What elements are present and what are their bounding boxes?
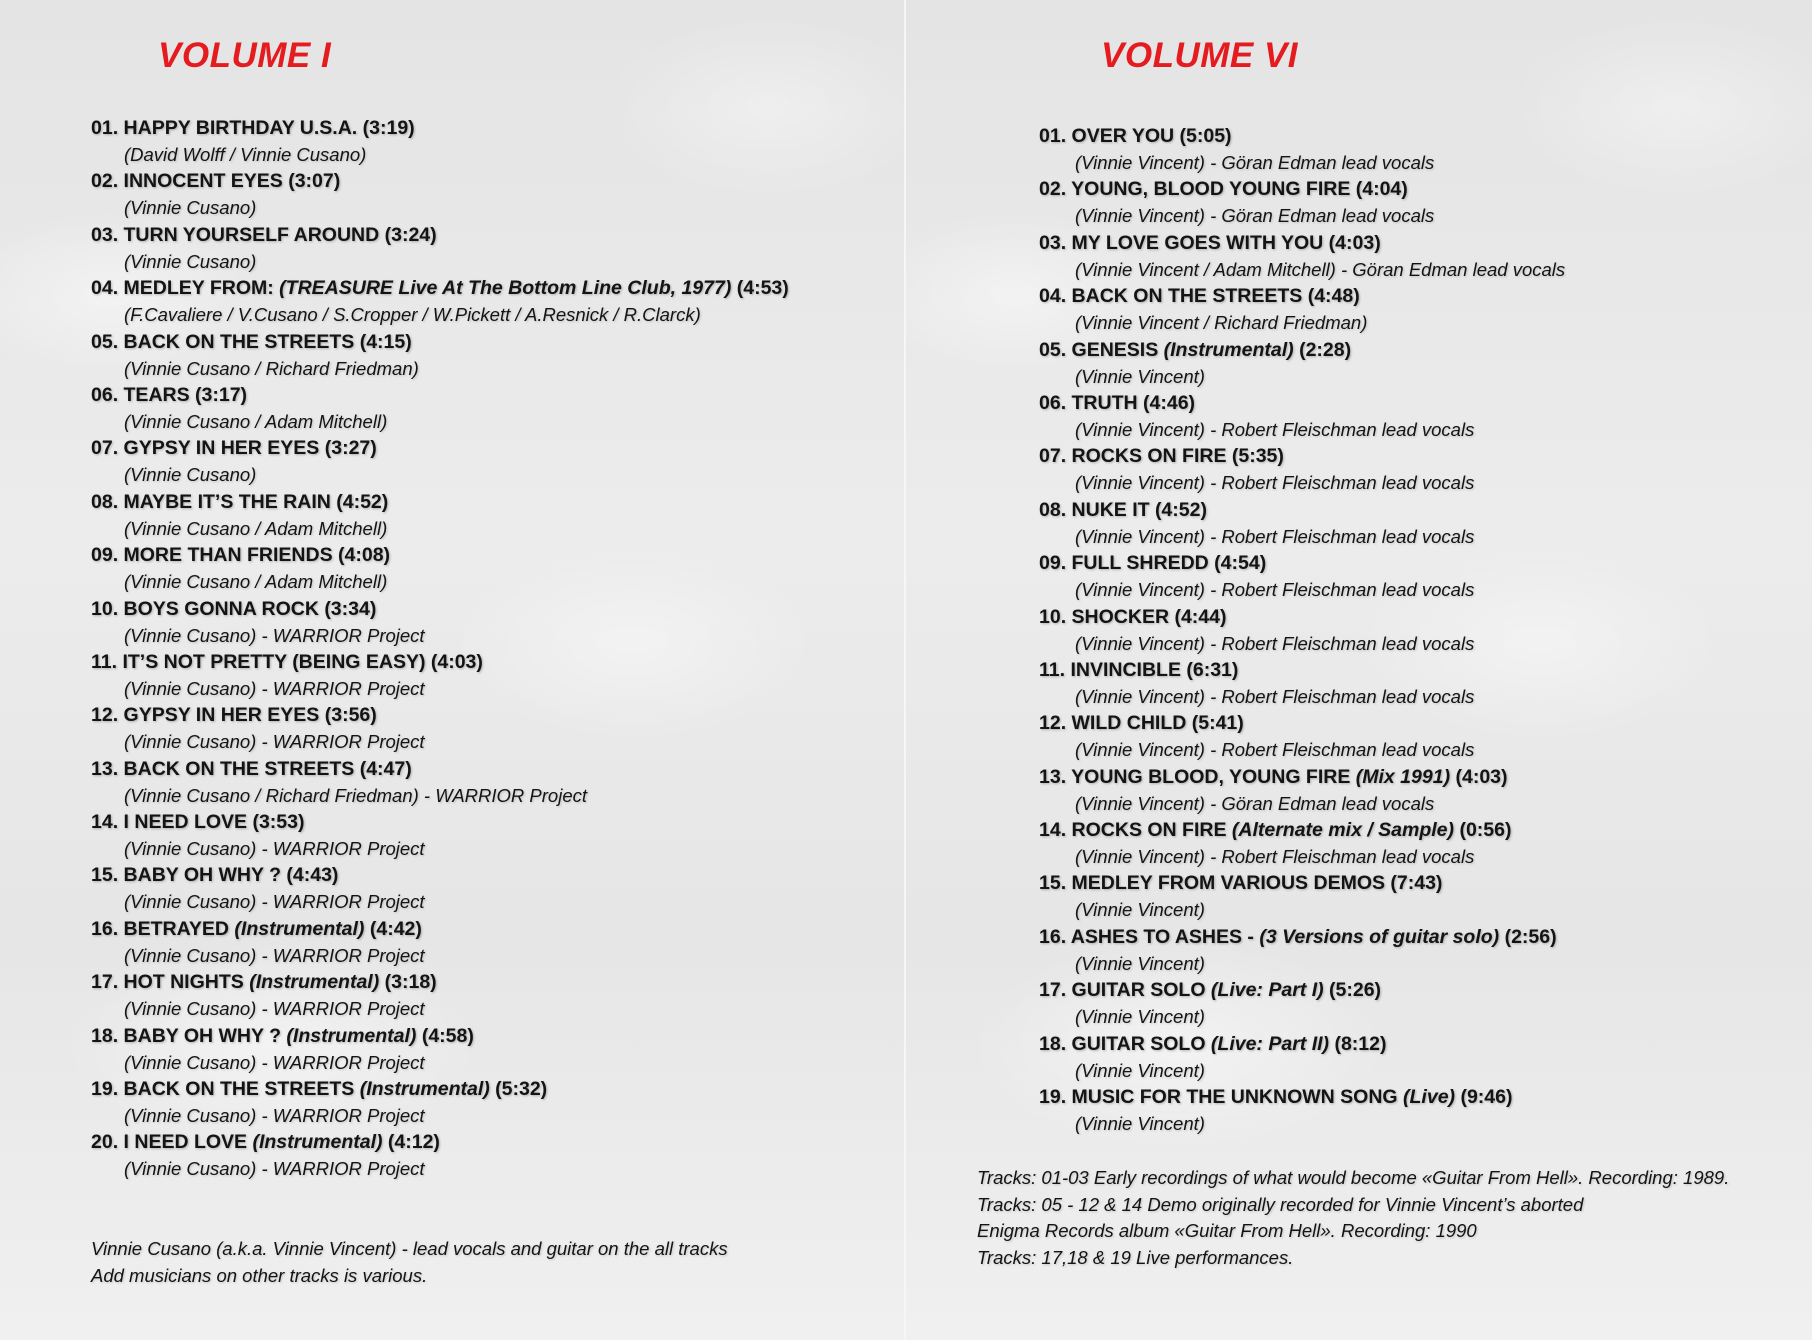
track-title-main: 14. ROCKS ON FIRE [1039, 819, 1232, 842]
track-title: 01. HAPPY BIRTHDAY U.S.A. (3:19) [91, 117, 415, 139]
note-line: Vinnie Cusano (a.k.a. Vinnie Vincent) - lead vocals and guitar on the all tracks [91, 1238, 728, 1259]
track-duration: (4:53) [731, 277, 789, 300]
track-title: 15. MEDLEY FROM VARIOUS DEMOS (7:43) [1039, 872, 1443, 895]
track-title: 04. BACK ON THE STREETS (4:48) [1039, 285, 1360, 308]
track-title-note: (Live) [1403, 1086, 1456, 1109]
track-title [91, 969, 789, 996]
track-title [91, 1129, 789, 1156]
track-title-note: (3 Versions of guitar solo) [1259, 925, 1500, 948]
track-item [91, 168, 789, 221]
track-title-main: 18. BABY OH WHY ? [91, 1024, 287, 1047]
track-item [91, 542, 789, 595]
track-title-main: 04. MEDLEY FROM: [91, 277, 280, 300]
track-credit: (Vinnie Vincent) [1075, 365, 1205, 387]
track-credit: (Vinnie Vincent) - Robert Fleischman lead vocals [1075, 846, 1475, 868]
track-title-note: (Instrumental) [286, 1024, 417, 1047]
track-credit: (Vinnie Vincent) - Robert Fleischman lead vocals [1075, 579, 1475, 601]
track-credit: (Vinnie Vincent) - Göran Edman lead vocals [1075, 792, 1435, 814]
track-duration: (0:56) [1454, 819, 1512, 842]
track-item [91, 275, 789, 328]
track-credit: (Vinnie Vincent) - Robert Fleischman lead vocals [1075, 418, 1475, 440]
track-title [91, 916, 789, 943]
track-title: 06. TRUTH (4:46) [1039, 391, 1196, 414]
track-item [91, 435, 789, 488]
volume-left-panel [0, 0, 904, 1340]
track-duration: (4:03) [1450, 765, 1508, 788]
volume-right-panel [906, 0, 1812, 1340]
track-credit: (Vinnie Cusano) - WARRIOR Project [124, 1105, 425, 1127]
note-line: Add musicians on other tracks is various. [91, 1264, 428, 1286]
track-title: 08. MAYBE IT’S THE RAIN (4:52) [91, 490, 389, 513]
volume-left-tracklist [91, 115, 789, 1183]
track-item [1039, 230, 1565, 283]
track-item [91, 222, 789, 275]
track-title [1039, 977, 1565, 1004]
track-title: 10. BOYS GONNA ROCK (3:34) [91, 597, 377, 620]
track-credit: (Vinnie Vincent) - Robert Fleischman lead vocals [1075, 525, 1475, 547]
track-item [91, 596, 789, 649]
track-item [91, 329, 789, 382]
track-item [1039, 1031, 1565, 1084]
track-credit: (Vinnie Vincent / Richard Friedman) [1075, 312, 1368, 334]
track-title [91, 1076, 789, 1103]
track-item [1039, 283, 1565, 336]
track-title: 01. OVER YOU (5:05) [1039, 125, 1232, 147]
track-duration: (5:26) [1323, 979, 1382, 1002]
track-title-main: 18. GUITAR SOLO [1039, 1032, 1211, 1055]
track-credit: (Vinnie Vincent) - Göran Edman lead vocals [1075, 152, 1435, 173]
track-item [1039, 497, 1565, 550]
track-item [91, 649, 789, 702]
track-title: 03. MY LOVE GOES WITH YOU (4:03) [1039, 231, 1381, 254]
track-title [91, 275, 789, 302]
track-credit: (Vinnie Cusano) - WARRIOR Project [124, 891, 425, 913]
track-item [91, 809, 789, 862]
track-title-main: 05. GENESIS [1039, 338, 1164, 361]
track-duration: (4:42) [364, 917, 422, 940]
track-credit: (Vinnie Vincent) [1075, 899, 1205, 921]
track-duration: (2:28) [1293, 338, 1352, 361]
track-title-main: 13. YOUNG BLOOD, YOUNG FIRE [1039, 765, 1356, 788]
track-credit: (Vinnie Cusano / Adam Mitchell) [124, 517, 388, 539]
track-item [1039, 1084, 1565, 1137]
track-credit: (Vinnie Cusano) - WARRIOR Project [124, 624, 425, 646]
track-credit: (Vinnie Cusano) [124, 464, 257, 486]
volume-right-title: VOLUME VI [1101, 36, 1299, 75]
track-title: 14. I NEED LOVE (3:53) [91, 811, 305, 834]
track-title-main: 20. I NEED LOVE [91, 1131, 253, 1154]
track-title-note: (Live: Part II) [1210, 1032, 1330, 1055]
track-credit: (Vinnie Cusano / Richard Friedman) [124, 357, 419, 379]
track-title: 15. BABY OH WHY ? (4:43) [91, 864, 339, 887]
track-title: 11. INVINCIBLE (6:31) [1039, 658, 1239, 681]
note-line: Enigma Records album «Guitar From Hell». Recording: 1990 [977, 1220, 1477, 1241]
track-title: 05. BACK ON THE STREETS (4:15) [91, 330, 412, 353]
track-item [1039, 443, 1565, 496]
track-item [1039, 977, 1565, 1030]
track-duration: (3:18) [379, 971, 437, 994]
track-title-note: (Alternate mix / Sample) [1231, 819, 1455, 842]
track-title: 07. ROCKS ON FIRE (5:35) [1039, 445, 1284, 468]
track-title-note: (Instrumental) [249, 971, 380, 994]
track-duration: (4:58) [416, 1024, 474, 1047]
track-item [91, 489, 789, 542]
track-credit: (Vinnie Cusano) - WARRIOR Project [124, 1051, 425, 1073]
track-item [1039, 123, 1565, 176]
track-title [1039, 1084, 1565, 1111]
track-title [1039, 924, 1565, 951]
track-duration: (4:12) [382, 1131, 440, 1154]
track-title-main: 16. BETRAYED [91, 917, 235, 940]
track-duration: (2:56) [1499, 925, 1557, 948]
track-duration: (8:12) [1329, 1032, 1387, 1055]
track-item [91, 1129, 789, 1182]
track-item [1039, 337, 1565, 390]
track-credit: (Vinnie Cusano) - WARRIOR Project [124, 838, 425, 860]
volume-right-notes [977, 1165, 1729, 1271]
track-item [91, 1076, 789, 1129]
track-title: 09. MORE THAN FRIENDS (4:08) [91, 544, 391, 567]
track-title-note: (Mix 1991) [1355, 765, 1451, 788]
track-credit: (Vinnie Vincent) - Robert Fleischman lead vocals [1075, 632, 1475, 654]
track-title: 12. WILD CHILD (5:41) [1039, 712, 1244, 735]
track-title [1039, 337, 1565, 364]
track-title: 10. SHOCKER (4:44) [1039, 605, 1227, 628]
track-title-note: (TREASURE Live At The Bottom Line Club, 1977) [279, 277, 732, 300]
track-credit: (Vinnie Cusano) [124, 250, 257, 272]
track-title-note: (Live: Part I) [1210, 979, 1324, 1002]
track-title-note: (Instrumental) [1163, 338, 1294, 361]
track-credit: (Vinnie Vincent) - Robert Fleischman lead vocals [1075, 472, 1475, 494]
note-line: Tracks: 05 - 12 & 14 Demo originally recorded for Vinnie Vincent’s aborted [977, 1193, 1584, 1215]
track-item [1039, 870, 1565, 923]
track-title-main: 17. HOT NIGHTS [91, 971, 250, 994]
track-title [1039, 764, 1565, 791]
volume-left-title: VOLUME I [158, 36, 332, 75]
track-item [1039, 604, 1565, 657]
track-credit: (Vinnie Cusano / Adam Mitchell) [124, 410, 388, 432]
volume-left-notes [91, 1236, 728, 1289]
track-title-main: 19. BACK ON THE STREETS [91, 1078, 360, 1101]
track-title-note: (Instrumental) [252, 1131, 383, 1154]
track-item [1039, 657, 1565, 710]
track-item [1039, 390, 1565, 443]
track-title: 02. INNOCENT EYES (3:07) [91, 170, 341, 193]
track-title: 11. IT’S NOT PRETTY (BEING EASY) (4:03) [91, 650, 483, 673]
track-credit: (Vinnie Cusano) - WARRIOR Project [124, 944, 425, 966]
track-credit: (Vinnie Vincent) [1075, 1059, 1205, 1081]
track-item [91, 916, 789, 969]
track-credit: (Vinnie Cusano) [124, 197, 257, 219]
track-credit: (Vinnie Vincent) [1075, 952, 1205, 974]
track-item [91, 862, 789, 915]
volume-right-tracklist [1039, 123, 1565, 1137]
track-title: 09. FULL SHREDD (4:54) [1039, 552, 1267, 575]
track-item [91, 756, 789, 809]
track-item [91, 115, 789, 168]
track-credit: (Vinnie Vincent) - Robert Fleischman lead vocals [1075, 739, 1475, 761]
track-credit: (Vinnie Vincent / Adam Mitchell) - Göran Edman lead vocals [1075, 258, 1566, 280]
track-title-main: 16. ASHES TO ASHES - [1039, 925, 1260, 948]
track-credit: (Vinnie Vincent) [1075, 1113, 1205, 1135]
track-credit: (David Wolff / Vinnie Cusano) [124, 144, 367, 165]
track-credit: (Vinnie Vincent) [1075, 1006, 1205, 1028]
track-title [1039, 1031, 1565, 1058]
track-title [91, 1023, 789, 1050]
track-title: 13. BACK ON THE STREETS (4:47) [91, 757, 412, 780]
track-item [1039, 710, 1565, 763]
track-title-note: (Instrumental) [234, 917, 365, 940]
track-duration: (9:46) [1455, 1086, 1513, 1109]
track-item [1039, 924, 1565, 977]
track-credit: (F.Cavaliere / V.Cusano / S.Cropper / W.Pickett / A.Resnick / R.Clarck) [124, 304, 701, 326]
track-title: 06. TEARS (3:17) [91, 383, 248, 406]
note-line: Tracks: 17,18 & 19 Live performances. [977, 1246, 1294, 1268]
note-line: Tracks: 01-03 Early recordings of what would become «Guitar From Hell». Recording: 1989. [977, 1167, 1730, 1188]
track-title-main: 19. MUSIC FOR THE UNKNOWN SONG [1039, 1086, 1404, 1109]
track-item [1039, 764, 1565, 817]
track-item [1039, 817, 1565, 870]
track-title-main: 17. GUITAR SOLO [1039, 979, 1211, 1002]
track-title: 12. GYPSY IN HER EYES (3:56) [91, 704, 377, 727]
track-credit: (Vinnie Cusano) - WARRIOR Project [124, 1158, 425, 1180]
track-title: 02. YOUNG, BLOOD YOUNG FIRE (4:04) [1039, 178, 1408, 201]
track-title: 08. NUKE IT (4:52) [1039, 498, 1207, 521]
track-title-note: (Instrumental) [359, 1078, 490, 1101]
track-title: 03. TURN YOURSELF AROUND (3:24) [91, 223, 437, 246]
track-item [91, 1023, 789, 1076]
track-credit: (Vinnie Cusano) - WARRIOR Project [124, 677, 425, 699]
track-item [91, 702, 789, 755]
track-item [91, 969, 789, 1022]
track-credit: (Vinnie Cusano) - WARRIOR Project [124, 731, 425, 753]
track-credit: (Vinnie Cusano / Richard Friedman) - WARRIOR Project [124, 784, 587, 806]
track-duration: (5:32) [489, 1078, 548, 1101]
track-item [1039, 176, 1565, 229]
track-title: 07. GYPSY IN HER EYES (3:27) [91, 437, 377, 460]
track-credit: (Vinnie Vincent) - Göran Edman lead vocals [1075, 205, 1435, 227]
track-item [1039, 550, 1565, 603]
track-credit: (Vinnie Cusano / Adam Mitchell) [124, 571, 388, 593]
track-item [91, 382, 789, 435]
track-credit: (Vinnie Vincent) - Robert Fleischman lead vocals [1075, 685, 1475, 707]
track-credit: (Vinnie Cusano) - WARRIOR Project [124, 998, 425, 1020]
track-title [1039, 817, 1565, 844]
